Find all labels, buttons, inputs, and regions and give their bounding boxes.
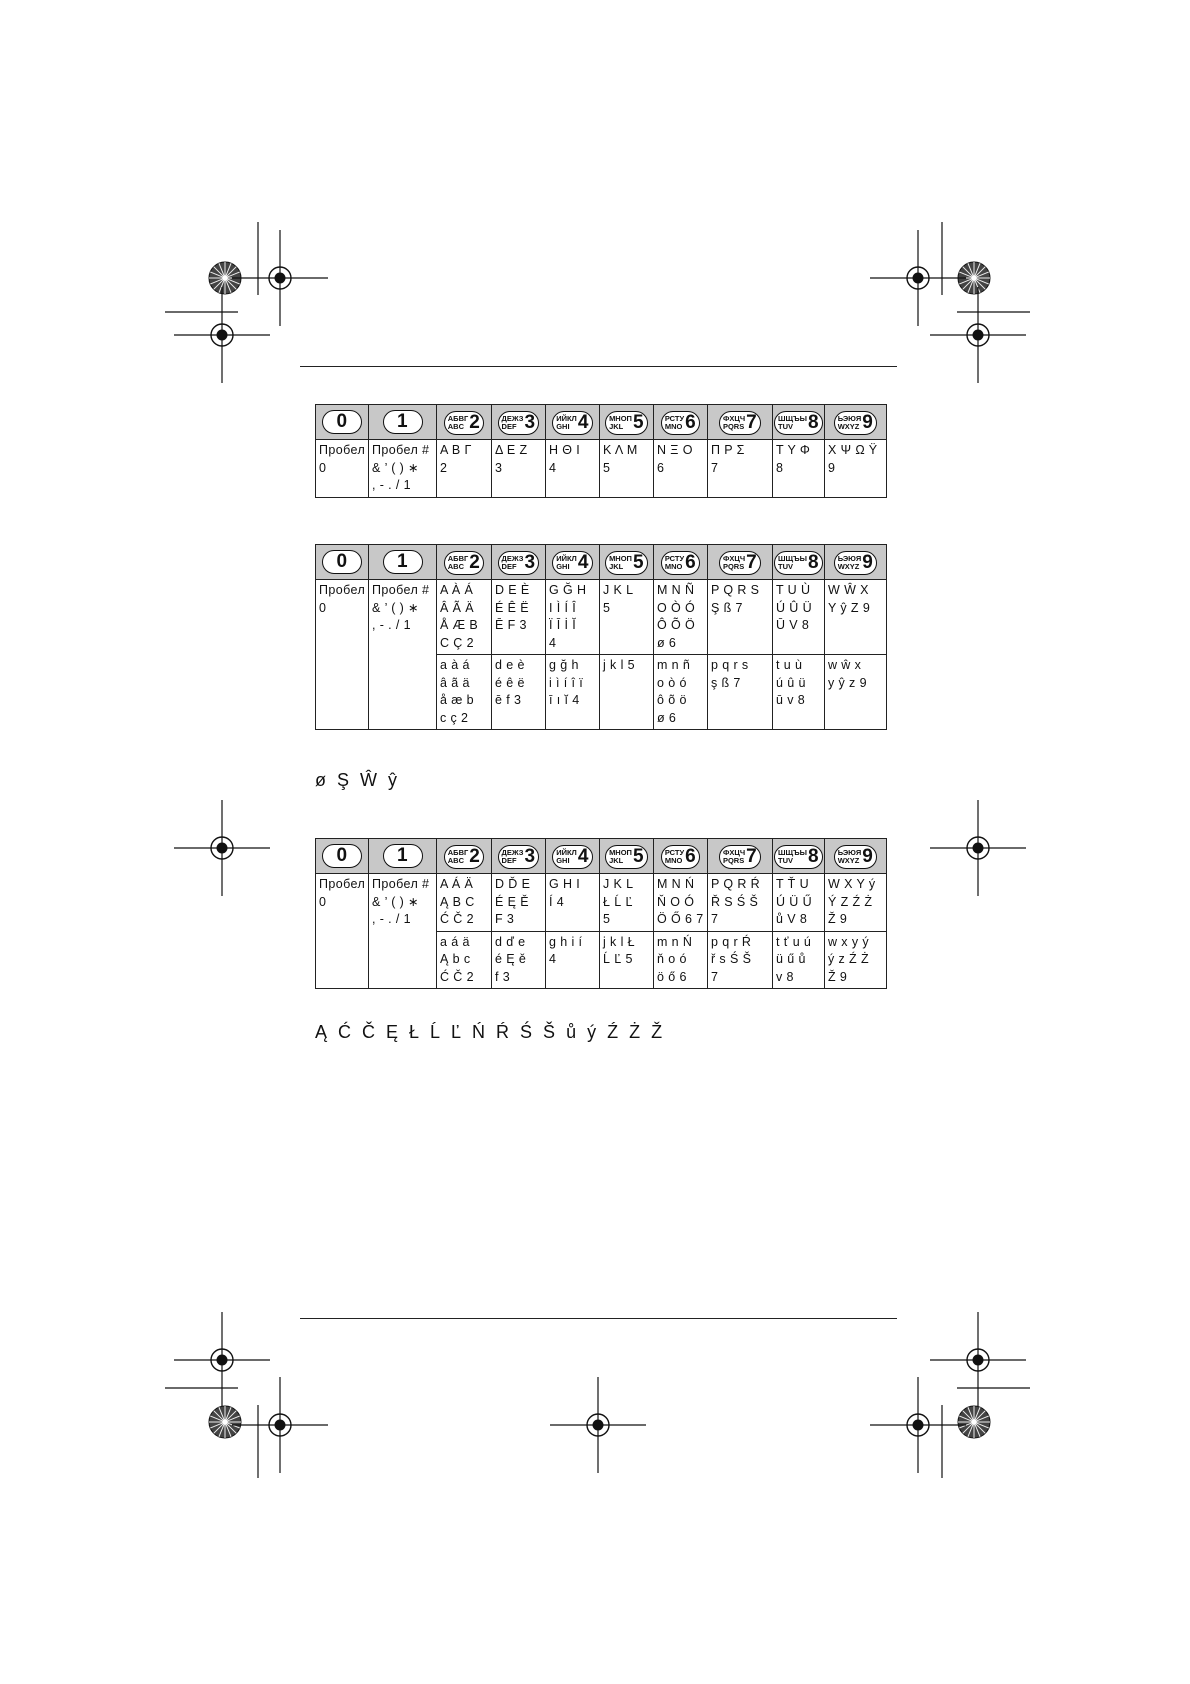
key-letters: ФХЦЧ PQRS [722,414,746,431]
character-cell: Пробел 0 [316,580,369,730]
keypad-header-row [316,405,887,440]
key-header-cell [546,405,600,440]
character-cell: A À Á Â Ã Ä Å Æ B C Ç 2 [437,580,492,655]
character-cell: Пробел 0 [316,440,369,498]
character-cell: w x y ý ý z Ź Ż Ž 9 [825,931,887,989]
keypad-header-row [316,839,887,874]
keypad-key-6-icon [661,845,700,869]
key-digit: 9 [862,552,874,573]
keypad-key-0-icon [322,550,362,574]
character-table-latin-extended [315,544,887,730]
bottom-left-marks [165,1312,328,1478]
key-letters: АБВГ ABC [447,554,469,571]
character-cell: d e è é ê ë ē f 3 [492,655,546,730]
key-header-cell [654,839,708,874]
key-header-cell [437,545,492,580]
key-header-cell [825,839,887,874]
character-cell: D E È É Ê Ë Ē F 3 [492,580,546,655]
character-row [316,874,887,932]
key-header-cell [825,545,887,580]
keypad-key-3-icon [498,551,540,575]
key-header-cell [492,839,546,874]
key-header-cell [600,405,654,440]
key-letters: ИЙКЛ GHI [556,414,577,431]
key-digit: 6 [685,412,697,433]
keypad-key-7-icon [719,845,761,869]
character-cell: p q r s ş ß 7 [708,655,773,730]
top-right-marks [870,222,1030,383]
character-cell: j k l 5 [600,655,654,730]
keypad-key-8-icon [774,845,823,869]
keypad-key-2-icon [444,411,484,435]
key-letters: ШЩЪЫ TUV [777,848,808,865]
keypad-key-6-icon [661,411,700,435]
keypad-key-7-icon [719,551,761,575]
character-cell: Δ Ε Ζ 3 [492,440,546,498]
character-cell: T U Ù Ú Û Ü Ū V 8 [773,580,825,655]
key-header-cell [316,545,369,580]
key-header-cell [316,839,369,874]
key-digit: 1 [397,845,408,866]
key-digit: 2 [469,552,481,573]
keypad-key-1-icon [383,550,423,574]
keypad-key-0-icon [322,410,362,434]
key-letters: ЬЭЮЯ WXYZ [837,414,862,431]
key-digit: 0 [336,411,348,432]
extra-characters-line-1: ø Ş Ŵ ŷ [315,770,400,790]
key-digit: 7 [746,412,758,433]
character-cell: Ν Ξ Ο 6 [654,440,708,498]
key-digit: 7 [746,846,758,867]
key-header-cell [492,405,546,440]
keypad-key-7-icon [719,411,761,435]
character-cell: W Ŵ X Y ŷ Z 9 [825,580,887,655]
middle-left-mark [174,800,270,896]
keypad-key-5-icon [605,411,648,435]
character-cell: P Q R Ŕ Ř S Ś Š 7 [708,874,773,932]
key-letters: РСТУ MNO [664,414,685,431]
key-header-cell [600,545,654,580]
keypad-key-4-icon [552,845,593,869]
character-cell: J K L 5 [600,580,654,655]
character-cell: M N Ń Ň O Ó Ö Ő 6 7 [654,874,708,932]
key-header-cell [708,545,773,580]
key-digit: 4 [577,412,589,433]
header-rule [300,366,897,367]
bottom-center-mark [550,1377,646,1473]
key-header-cell [546,839,600,874]
key-digit: 6 [685,552,697,573]
keypad-key-2-icon [444,551,484,575]
character-cell: m n ñ o ò ó ô õ ö ø 6 [654,655,708,730]
character-cell: M N Ñ O Ò Ó Ô Õ Ö ø 6 [654,580,708,655]
keypad-key-5-icon [605,551,648,575]
extra-characters-line-2: Ą Ć Č Ę Ł Ĺ Ľ Ń Ŕ Ś Š ů ý Ź Ż Ž [315,1022,666,1042]
character-cell: G H I Í 4 [546,874,600,932]
key-digit: 1 [397,551,408,572]
character-cell: Пробел # & ’ ( ) ∗ , - . / 1 [369,440,437,498]
keypad-key-2-icon [444,845,484,869]
character-cell: G Ğ H I Ì Í Î Ï Ī İ Ĭ 4 [546,580,600,655]
key-digit: 9 [862,412,874,433]
key-letters: ДЕЖЗ DEF [501,848,524,865]
character-cell: g ğ h i ì í î ï ī ı ĭ 4 [546,655,600,730]
key-header-cell [825,405,887,440]
keypad-key-3-icon [498,411,540,435]
key-digit: 4 [577,552,589,573]
character-cell: D Ď E É Ę Ě F 3 [492,874,546,932]
key-digit: 8 [808,846,819,867]
middle-right-mark [930,800,1026,896]
key-digit: 1 [397,411,408,432]
key-header-cell [654,405,708,440]
key-letters: МНОП JKL [609,554,632,571]
character-cell: t u ù ú û ü ū v 8 [773,655,825,730]
key-header-cell [773,839,825,874]
key-header-cell [437,405,492,440]
key-header-cell [369,545,437,580]
character-cell: m n Ń ň o ó ö ő 6 [654,931,708,989]
character-row [316,580,887,655]
key-digit: 3 [524,552,536,573]
keypad-key-5-icon [605,845,648,869]
key-digit: 5 [632,552,644,573]
key-digit: 2 [469,412,481,433]
key-header-cell [708,405,773,440]
key-letters: МНОП JKL [609,414,632,431]
keypad-key-4-icon [552,411,593,435]
keypad-header-row [316,545,887,580]
key-letters: РСТУ MNO [664,848,685,865]
top-left-marks [165,222,328,383]
character-cell: Пробел # & ’ ( ) ∗ , - . / 1 [369,580,437,730]
key-digit: 0 [336,551,348,572]
character-cell: Пробел 0 [316,874,369,989]
key-digit: 7 [746,552,758,573]
keypad-key-9-icon [834,845,878,869]
character-cell: Τ Υ Φ 8 [773,440,825,498]
character-cell: P Q R S Ş ß 7 [708,580,773,655]
keypad-key-8-icon [774,411,823,435]
key-letters: АБВГ ABC [447,848,469,865]
key-letters: ИЙКЛ GHI [556,554,577,571]
key-header-cell [708,839,773,874]
key-header-cell [654,545,708,580]
keypad-key-1-icon [383,844,423,868]
character-cell: A Á Ä Ą B C Ć Č 2 [437,874,492,932]
key-letters: МНОП JKL [609,848,632,865]
key-letters: ФХЦЧ PQRS [722,554,746,571]
character-cell: W X Y ý Ý Z Ź Ż Ž 9 [825,874,887,932]
key-digit: 2 [469,846,481,867]
character-cell: Η Θ Ι 4 [546,440,600,498]
key-header-cell [600,839,654,874]
character-cell: w ŵ x y ŷ z 9 [825,655,887,730]
character-cell: a à á â ã ä å æ b c ç 2 [437,655,492,730]
key-digit: 3 [524,412,536,433]
key-digit: 8 [808,412,819,433]
key-header-cell [773,405,825,440]
character-cell: a á ä Ą b c Ć Č 2 [437,931,492,989]
keypad-key-0-icon [322,844,362,868]
key-letters: ДЕЖЗ DEF [501,414,524,431]
key-letters: ЬЭЮЯ WXYZ [837,554,862,571]
character-cell: g h i í 4 [546,931,600,989]
key-letters: ШЩЪЫ TUV [777,554,808,571]
keypad-key-1-icon [383,410,423,434]
key-digit: 6 [685,846,697,867]
footer-rule [300,1318,897,1319]
character-cell: p q r Ŕ ř s Ś Š 7 [708,931,773,989]
character-table-central-european [315,838,887,989]
key-header-cell [369,839,437,874]
key-header-cell [546,545,600,580]
key-letters: ЬЭЮЯ WXYZ [837,848,862,865]
character-cell: Κ Λ Μ 5 [600,440,654,498]
key-digit: 3 [524,846,536,867]
keypad-key-4-icon [552,551,593,575]
key-letters: РСТУ MNO [664,554,685,571]
key-digit: 8 [808,552,819,573]
key-header-cell [492,545,546,580]
key-letters: ДЕЖЗ DEF [501,554,524,571]
key-letters: ИЙКЛ GHI [556,848,577,865]
character-row [316,440,887,498]
key-digit: 4 [577,846,589,867]
keypad-key-6-icon [661,551,700,575]
key-digit: 0 [336,845,348,866]
key-digit: 5 [632,412,644,433]
character-cell: J K L Ł Ĺ Ľ 5 [600,874,654,932]
character-cell: t ť u ú ü ű ů v 8 [773,931,825,989]
key-header-cell [437,839,492,874]
key-letters: АБВГ ABC [447,414,469,431]
key-letters: ШЩЪЫ TUV [777,414,808,431]
character-cell: j k l Ł Ĺ Ľ 5 [600,931,654,989]
keypad-key-9-icon [834,411,878,435]
character-cell: T Ť U Ú Ü Ű ů V 8 [773,874,825,932]
key-digit: 9 [862,846,874,867]
key-header-cell [316,405,369,440]
character-table-greek [315,404,887,498]
character-cell: Пробел # & ’ ( ) ∗ , - . / 1 [369,874,437,989]
bottom-right-marks [870,1312,1030,1478]
character-cell: Α Β Γ 2 [437,440,492,498]
keypad-key-3-icon [498,845,540,869]
character-cell: Π Ρ Σ 7 [708,440,773,498]
character-cell: Χ Ψ Ω Ϋ 9 [825,440,887,498]
key-header-cell [369,405,437,440]
keypad-key-8-icon [774,551,823,575]
keypad-key-9-icon [834,551,878,575]
key-header-cell [773,545,825,580]
key-letters: ФХЦЧ PQRS [722,848,746,865]
key-digit: 5 [632,846,644,867]
character-cell: d ď e é Ę ě f 3 [492,931,546,989]
